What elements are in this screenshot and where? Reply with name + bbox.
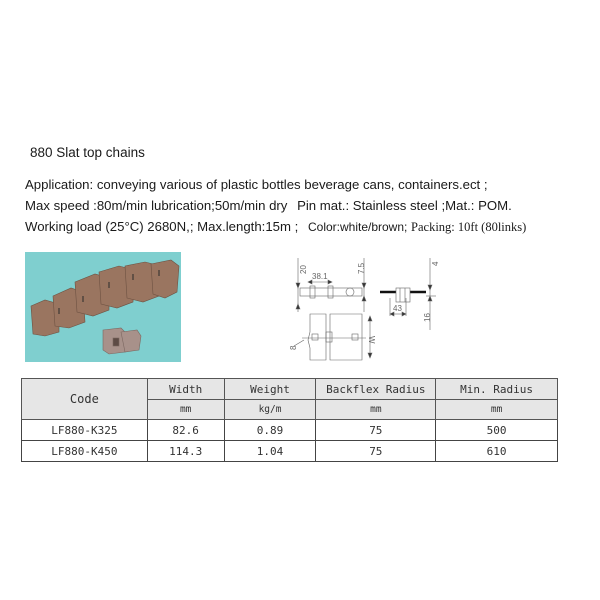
product-photo <box>25 252 181 362</box>
cell-backflex: 75 <box>316 441 436 462</box>
cell-weight: 1.04 <box>224 441 316 462</box>
header-width: Width <box>147 379 224 400</box>
working-load-text: Working load (25°C) 2680N,; Max.length:15m ; <box>25 219 299 234</box>
speed-material-line <box>25 198 512 213</box>
cell-backflex: 75 <box>316 420 436 441</box>
cell-code: LF880-K450 <box>22 441 148 462</box>
svg-text:4: 4 <box>431 261 440 266</box>
table-row <box>22 441 558 462</box>
cell-width: 82.6 <box>147 420 224 441</box>
unit-weight: kg/m <box>224 400 316 420</box>
cell-min-radius: 500 <box>436 420 558 441</box>
table-header-row <box>22 379 558 400</box>
chain-image-icon <box>25 252 181 362</box>
svg-text:W: W <box>367 336 376 344</box>
unit-backflex-radius: mm <box>316 400 436 420</box>
cell-code: LF880-K325 <box>22 420 148 441</box>
cell-weight: 0.89 <box>224 420 316 441</box>
application-line: Application: conveying various of plastic bottles beverage cans, containers.ect ; <box>25 177 488 192</box>
svg-text:20: 20 <box>299 265 308 274</box>
svg-text:16: 16 <box>423 313 432 322</box>
svg-text:38.1: 38.1 <box>312 272 328 281</box>
spec-table <box>21 378 558 462</box>
cell-min-radius: 610 <box>436 441 558 462</box>
load-color-packing-line <box>25 219 526 235</box>
product-title: 880 Slat top chains <box>30 145 145 160</box>
technical-drawing <box>270 250 450 370</box>
svg-text:7.5: 7.5 <box>357 262 366 274</box>
header-weight: Weight <box>224 379 316 400</box>
header-code: Code <box>22 379 148 420</box>
table-row <box>22 420 558 441</box>
unit-min-radius: mm <box>436 400 558 420</box>
pin-material-text: Pin mat.: Stainless steel ;Mat.: POM. <box>297 198 512 213</box>
packing-text: Packing: 10ft (80links) <box>411 220 527 234</box>
cell-width: 114.3 <box>147 441 224 462</box>
max-speed-text: Max speed :80m/min lubrication;50m/min dry <box>25 198 288 213</box>
header-backflex-radius: Backflex Radius <box>316 379 436 400</box>
dimension-drawing-icon <box>270 250 450 370</box>
color-text: Color:white/brown; <box>307 220 408 234</box>
unit-width: mm <box>147 400 224 420</box>
header-min-radius: Min. Radius <box>436 379 558 400</box>
svg-text:8: 8 <box>289 345 298 350</box>
svg-text:43: 43 <box>393 304 402 313</box>
